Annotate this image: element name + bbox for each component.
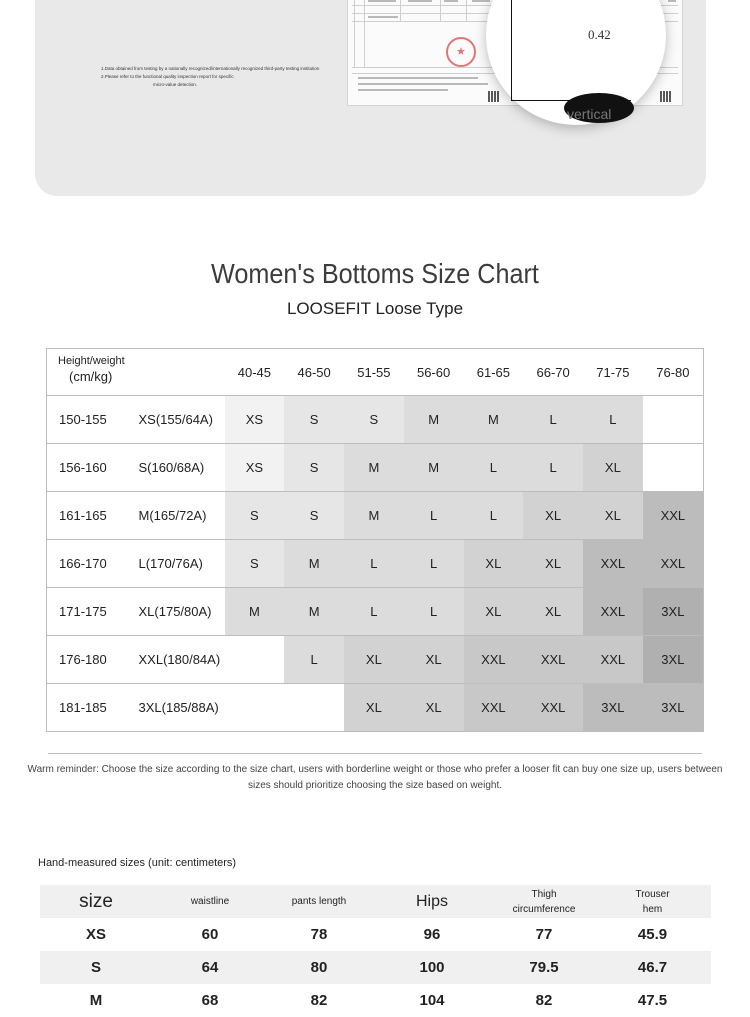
table-cell: 60 [201, 926, 219, 943]
size-label-cell: 3XL(185/88A) [138, 700, 219, 715]
size-label-cell: XXL(180/84A) [138, 652, 221, 667]
size-cell: XL [344, 684, 404, 732]
magnifier-label: vertical [567, 106, 612, 122]
table-cell: 45.9 [637, 926, 668, 943]
size-cell: L [523, 444, 583, 492]
note-2: 2.Please refer to the functional quality inspection report for specific [101, 74, 234, 79]
size-cell: M [344, 492, 404, 540]
size-cell: XXL [643, 540, 704, 588]
size-cell: 3XL [643, 684, 704, 732]
size-cell: M [284, 588, 344, 636]
size-cell: XXL [464, 636, 524, 684]
table-cell: XS [85, 926, 106, 943]
table-row [40, 951, 711, 984]
size-cell: XL [583, 444, 643, 492]
table-cell: 80 [268, 951, 370, 984]
size-cell: XXL [643, 492, 704, 540]
table-cell: 68 [201, 992, 219, 1009]
height-cell: 171-175 [59, 604, 107, 619]
size-cell: XL [344, 636, 404, 684]
weight-header: 46-50 [297, 364, 331, 380]
size-cell: M [464, 396, 524, 444]
height-cell: 166-170 [59, 556, 107, 571]
size-cell: L [583, 396, 643, 444]
height-weight-header: Height/weight (cm/kg) [58, 355, 125, 384]
table-cell: S [40, 951, 152, 984]
weight-header: 51-55 [357, 364, 391, 380]
size-label-cell: L(170/76A) [138, 556, 203, 571]
table-cell: 82 [310, 992, 328, 1009]
size-cell: 3XL [643, 636, 704, 684]
size-label-cell: M(165/72A) [138, 508, 207, 523]
size-cell: XL [523, 588, 583, 636]
table-row [47, 396, 704, 444]
size-cell: S [225, 540, 285, 588]
table-row [40, 918, 711, 951]
height-cell: 150-155 [59, 412, 107, 427]
size-cell: M [344, 444, 404, 492]
size-cell [643, 444, 704, 492]
magnified-value: 0.42 [588, 27, 611, 42]
size-label-cell: XL(175/80A) [138, 604, 212, 619]
weight-header: 71-75 [596, 364, 630, 380]
size-cell: XS [225, 396, 285, 444]
size-cell: XXL [583, 636, 643, 684]
size-cell: L [344, 588, 404, 636]
size-cell: M [225, 588, 285, 636]
red-seal-icon: ★ [446, 37, 476, 67]
column-header: Thigh circumference [494, 885, 594, 918]
table-cell: M [89, 992, 103, 1009]
size-cell: L [523, 396, 583, 444]
size-cell: XXL [523, 684, 583, 732]
table-row [47, 588, 704, 636]
size-cell: M [404, 396, 464, 444]
column-header: waistline [152, 885, 268, 918]
table-cell: 78 [310, 926, 328, 943]
note-3: micro-value detection. [153, 82, 198, 87]
table-row [47, 636, 704, 684]
table-cell: 64 [152, 951, 268, 984]
table-row [47, 540, 704, 588]
size-cell [225, 684, 285, 732]
size-cell [643, 396, 704, 444]
size-cell: 3XL [643, 588, 704, 636]
table-cell: 79.5 [494, 951, 594, 984]
size-cell: XXL [583, 540, 643, 588]
table-cell: 104 [419, 992, 445, 1009]
size-cell [225, 636, 285, 684]
divider [48, 753, 702, 754]
warm-reminder-text: Warm reminder: Choose the size according to the size chart, users with borderline weight or those who prefer a looser fit can buy one size up, users between sizes should prioritize choosing the size based on weight. [27, 764, 723, 791]
weight-header: 61-65 [476, 364, 510, 380]
size-chart-header-row [47, 349, 704, 396]
size-label-cell: S(160/68A) [138, 460, 205, 475]
size-cell: S [344, 396, 404, 444]
size-cell: XL [523, 492, 583, 540]
table-cell: 96 [423, 926, 441, 943]
size-cell: S [225, 492, 285, 540]
page-title: Women's Bottoms Size Chart [211, 258, 539, 289]
table-row [40, 984, 711, 1017]
size-cell: XL [404, 636, 464, 684]
weight-header: 56-60 [417, 364, 451, 380]
size-cell: 3XL [583, 684, 643, 732]
qr-code-icon [488, 91, 499, 102]
size-cell: XXL [523, 636, 583, 684]
hand-measured-header-row [40, 885, 711, 918]
size-cell: M [404, 444, 464, 492]
table-cell: 100 [370, 951, 494, 984]
size-cell: L [404, 492, 464, 540]
size-cell: S [284, 444, 344, 492]
size-cell: S [284, 492, 344, 540]
size-cell: XXL [583, 588, 643, 636]
weight-header: 40-45 [237, 364, 271, 380]
qr-code-icon [660, 91, 671, 102]
size-cell: XL [404, 684, 464, 732]
table-row [47, 444, 704, 492]
weight-header: 66-70 [536, 364, 570, 380]
height-cell: 181-185 [59, 700, 107, 715]
size-cell: L [344, 540, 404, 588]
size-cell: XL [464, 540, 524, 588]
hand-measured-label: Hand-measured sizes (unit: centimeters) [38, 857, 237, 869]
size-cell [284, 684, 344, 732]
height-cell: 161-165 [59, 508, 107, 523]
size-cell: XS [225, 444, 285, 492]
size-cell: XL [583, 492, 643, 540]
weight-header: 76-80 [656, 364, 690, 380]
size-cell: L [404, 540, 464, 588]
size-label-cell: XS(155/64A) [138, 412, 213, 427]
size-cell: S [284, 396, 344, 444]
size-cell: XL [464, 588, 524, 636]
column-header: Trouser hem [594, 885, 711, 918]
column-header: pants length [268, 885, 370, 918]
size-cell: L [284, 636, 344, 684]
table-cell: 46.7 [594, 951, 711, 984]
size-cell: XL [523, 540, 583, 588]
size-cell: L [464, 492, 524, 540]
table-cell: 47.5 [637, 992, 668, 1009]
table-cell: 77 [535, 926, 553, 943]
note-1: 1.Data obtained from testing by a nationally recognized/internationally recognized third-party testing institution [101, 66, 320, 71]
height-cell: 176-180 [59, 652, 107, 667]
column-header: size [40, 885, 152, 918]
report-notes [101, 65, 371, 89]
size-cell: M [284, 540, 344, 588]
size-chart-table [46, 348, 704, 732]
table-cell: 82 [535, 992, 553, 1009]
size-cell: L [404, 588, 464, 636]
hand-measured-table [40, 885, 711, 1017]
column-header: Hips [370, 885, 494, 918]
size-cell: XXL [464, 684, 524, 732]
height-cell: 156-160 [59, 460, 107, 475]
table-row [47, 492, 704, 540]
page-subtitle: LOOSEFIT Loose Type [286, 299, 464, 318]
size-cell: L [464, 444, 524, 492]
table-row [47, 684, 704, 732]
